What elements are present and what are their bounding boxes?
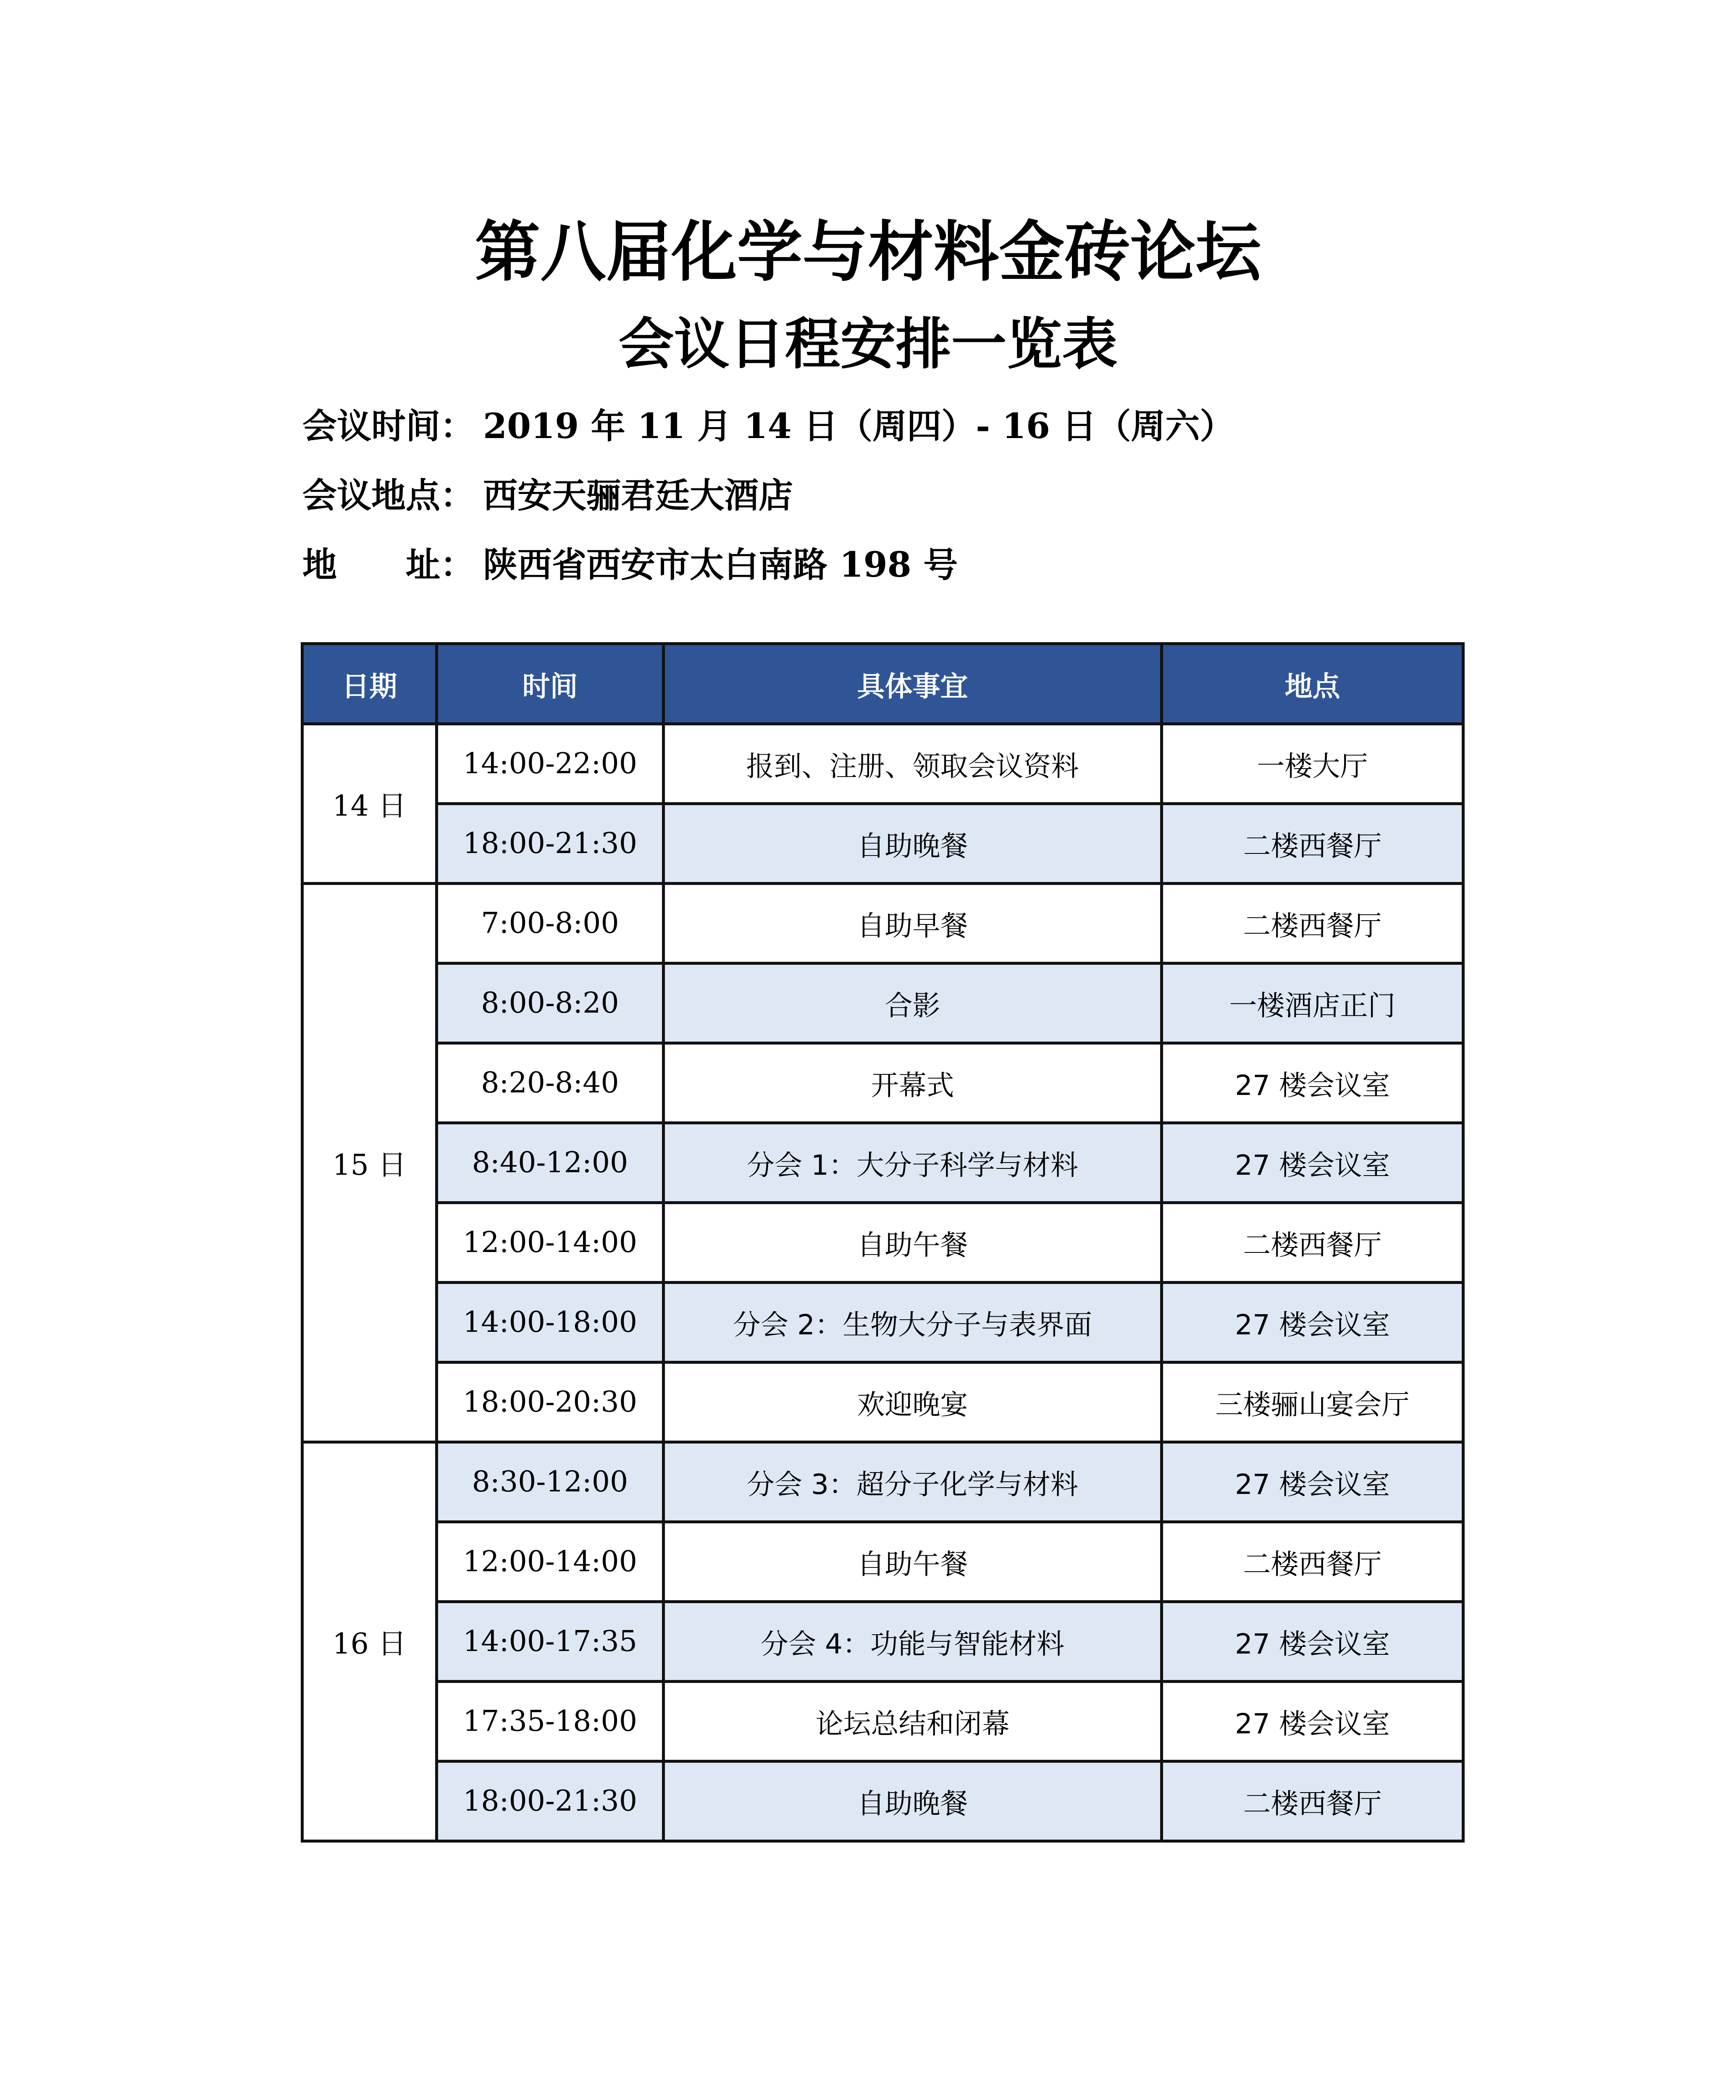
- table-row: [302, 1761, 1463, 1841]
- location-cell: 二楼西餐厅: [1162, 804, 1463, 884]
- location-cell: 二楼西餐厅: [1162, 1203, 1463, 1283]
- table-row: [302, 1123, 1463, 1203]
- meeting-time-line: [302, 403, 1234, 449]
- table-row: [302, 1442, 1463, 1522]
- time-cell: 18:00-20:30: [437, 1362, 664, 1442]
- time-cell: 12:00-14:00: [437, 1522, 664, 1602]
- time-cell: 14:00-17:35: [437, 1602, 664, 1682]
- header-item: 具体事宜: [664, 644, 1162, 724]
- time-cell: 8:00-8:20: [437, 963, 664, 1043]
- item-cell: 开幕式: [664, 1043, 1162, 1123]
- time-cell: 18:00-21:30: [437, 804, 664, 884]
- location-cell: 一楼大厅: [1162, 724, 1463, 804]
- time-cell: 14:00-18:00: [437, 1283, 664, 1362]
- item-cell: 自助晚餐: [664, 1761, 1162, 1841]
- table-row: [302, 1203, 1463, 1283]
- location-cell: 27 楼会议室: [1162, 1283, 1463, 1362]
- item-cell: 分会 2：生物大分子与表界面: [664, 1283, 1162, 1362]
- item-cell: 合影: [664, 963, 1162, 1043]
- schedule-table: [301, 642, 1465, 1843]
- time-cell: 8:20-8:40: [437, 1043, 664, 1123]
- date-cell: 16 日: [302, 1442, 437, 1841]
- item-cell: 报到、注册、领取会议资料: [664, 724, 1162, 804]
- item-cell: 论坛总结和闭幕: [664, 1682, 1162, 1761]
- location-cell: 三楼骊山宴会厅: [1162, 1362, 1463, 1442]
- header-location: 地点: [1162, 644, 1463, 724]
- meeting-time-label: 会议时间：: [302, 406, 475, 446]
- table-row: [302, 1362, 1463, 1442]
- item-cell: 分会 3：超分子化学与材料: [664, 1442, 1162, 1522]
- table-row: [302, 1283, 1463, 1362]
- schedule-body: [302, 724, 1463, 1841]
- location-cell: 27 楼会议室: [1162, 1123, 1463, 1203]
- table-row: [302, 724, 1463, 804]
- page-title: 第八届化学与材料金砖论坛: [475, 214, 1261, 290]
- table-row: [302, 1043, 1463, 1123]
- header-date: 日期: [302, 644, 437, 724]
- table-row: [302, 804, 1463, 884]
- table-row: [302, 1522, 1463, 1602]
- location-cell: 27 楼会议室: [1162, 1442, 1463, 1522]
- location-cell: 一楼酒店正门: [1162, 963, 1463, 1043]
- time-cell: 8:40-12:00: [437, 1123, 664, 1203]
- header-time: 时间: [437, 644, 664, 724]
- time-cell: 7:00-8:00: [437, 884, 664, 963]
- date-cell: 14 日: [302, 724, 437, 884]
- time-cell: 12:00-14:00: [437, 1203, 664, 1283]
- item-cell: 分会 4：功能与智能材料: [664, 1602, 1162, 1682]
- item-cell: 自助午餐: [664, 1203, 1162, 1283]
- meeting-venue-label: 会议地点：: [302, 475, 475, 516]
- meeting-address-line: [302, 542, 958, 588]
- table-header-row: [302, 644, 1463, 724]
- time-cell: 17:35-18:00: [437, 1682, 664, 1761]
- location-cell: 27 楼会议室: [1162, 1602, 1463, 1682]
- location-cell: 27 楼会议室: [1162, 1682, 1463, 1761]
- time-cell: 14:00-22:00: [437, 724, 664, 804]
- table-row: [302, 1682, 1463, 1761]
- location-cell: 27 楼会议室: [1162, 1043, 1463, 1123]
- item-cell: 自助晚餐: [664, 804, 1162, 884]
- item-cell: 自助午餐: [664, 1522, 1162, 1602]
- time-cell: 8:30-12:00: [437, 1442, 664, 1522]
- meeting-address-label: 地 址：: [302, 545, 475, 585]
- time-cell: 18:00-21:30: [437, 1761, 664, 1841]
- meeting-venue-line: [302, 472, 793, 519]
- date-cell: 15 日: [302, 884, 437, 1442]
- meeting-address-value: 陕西省西安市太白南路 198 号: [483, 545, 958, 585]
- table-row: [302, 1602, 1463, 1682]
- item-cell: 欢迎晚宴: [664, 1362, 1162, 1442]
- location-cell: 二楼西餐厅: [1162, 1522, 1463, 1602]
- item-cell: 分会 1：大分子科学与材料: [664, 1123, 1162, 1203]
- page-subtitle: 会议日程安排一览表: [618, 312, 1118, 377]
- table-row: [302, 963, 1463, 1043]
- meeting-time-value: 2019 年 11 月 14 日（周四）- 16 日（周六）: [483, 406, 1234, 446]
- location-cell: 二楼西餐厅: [1162, 1761, 1463, 1841]
- meeting-venue-value: 西安天骊君廷大酒店: [483, 475, 793, 516]
- item-cell: 自助早餐: [664, 884, 1162, 963]
- table-row: [302, 884, 1463, 963]
- location-cell: 二楼西餐厅: [1162, 884, 1463, 963]
